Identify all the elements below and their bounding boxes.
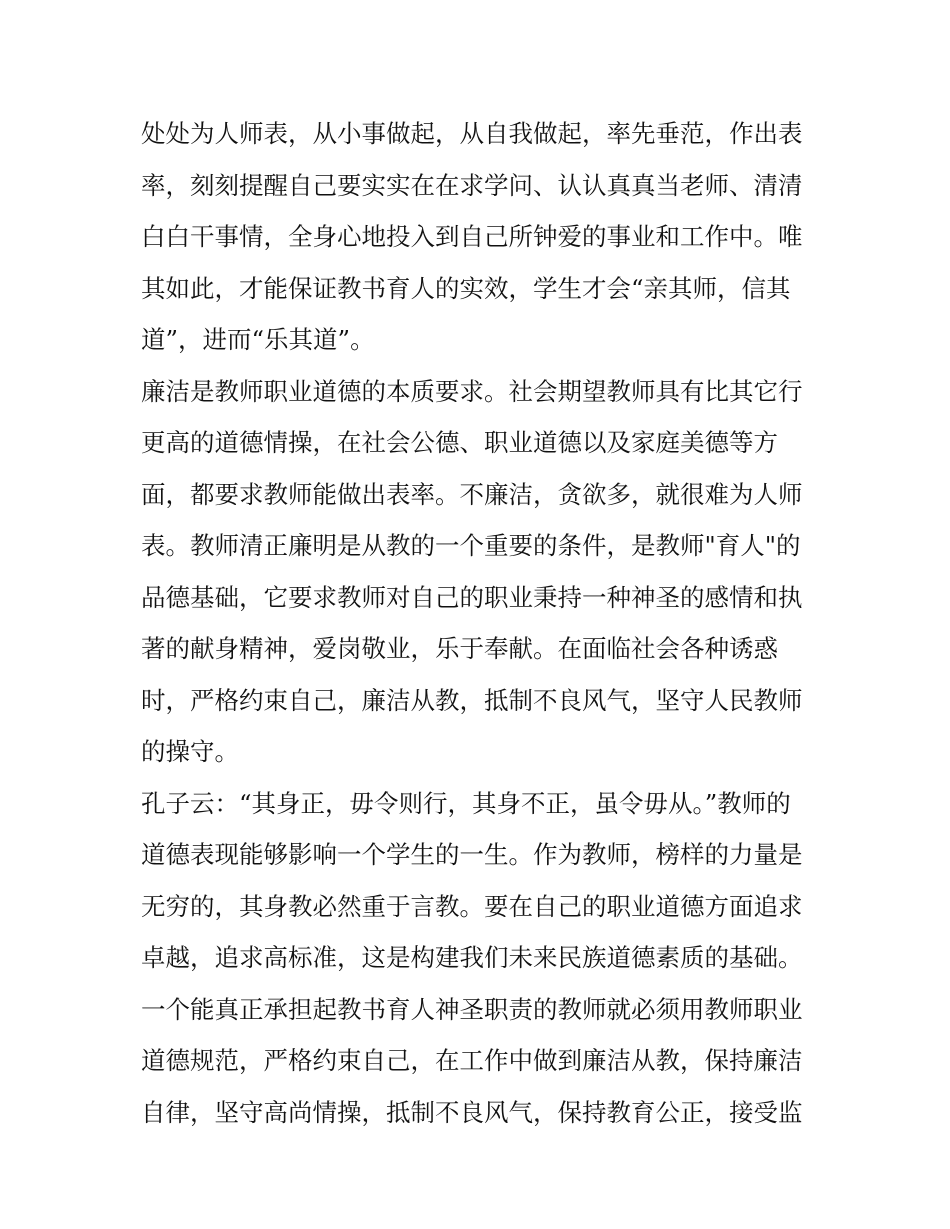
text-line: 一个能真正承担起教书育人神圣职责的教师就必须用教师职业 (141, 994, 803, 1024)
text-line: 品德基础，它要求教师对自己的职业秉持一种神圣的感情和执 (141, 582, 803, 612)
body-text (141, 108, 821, 1138)
text-line: 孔子云：“其身正，毋令则行，其身不正，虽令毋从。”教师的 (141, 788, 791, 818)
text-line: 著的献身精神，爱岗敬业，乐于奉献。在面临社会各种诱惑 (141, 634, 778, 663)
text-line: 其如此，才能保证教书育人的实效，学生才会“亲其师，信其 (141, 273, 791, 303)
text-line: 道德规范，严格约束自己，在工作中做到廉洁从教，保持廉洁 (141, 1046, 803, 1075)
text-line: 时，严格约束自己，廉洁从教，抵制不良风气，坚守人民教师 (141, 685, 803, 715)
text-line: 道”，进而“乐其道”。 (141, 325, 375, 354)
text-line: 面，都要求教师能做出表率。不廉洁，贪欲多，就很难为人师 (141, 479, 803, 509)
text-line: 表。教师清正廉明是从教的一个重要的条件，是教师"育人"的 (141, 531, 801, 560)
text-line: 无穷的，其身教必然重于言教。要在自己的职业道德方面追求 (141, 891, 803, 921)
text-line: 白白干事情，全身心地投入到自己所钟爱的事业和工作中。唯 (141, 222, 803, 251)
text-line: 处处为人师表，从小事做起，从自我做起，率先垂范，作出表 (141, 119, 803, 148)
text-line: 自律，坚守高尚情操，抵制不良风气，保持教育公正，接受监 (141, 1097, 803, 1127)
text-line: 率，刻刻提醒自己要实实在在求学问、认认真真当老师、清清 (141, 170, 803, 200)
text-line: 廉洁是教师职业道德的本质要求。社会期望教师具有比其它行 (141, 376, 803, 406)
text-line: 卓越，追求高标准，这是构建我们未来民族道德素质的基础。 (141, 943, 803, 972)
text-line: 的操守。 (141, 737, 239, 766)
text-line: 更高的道德情操，在社会公德、职业道德以及家庭美德等方 (141, 428, 778, 457)
text-line: 道德表现能够影响一个学生的一生。作为教师，榜样的力量是 (141, 840, 803, 869)
